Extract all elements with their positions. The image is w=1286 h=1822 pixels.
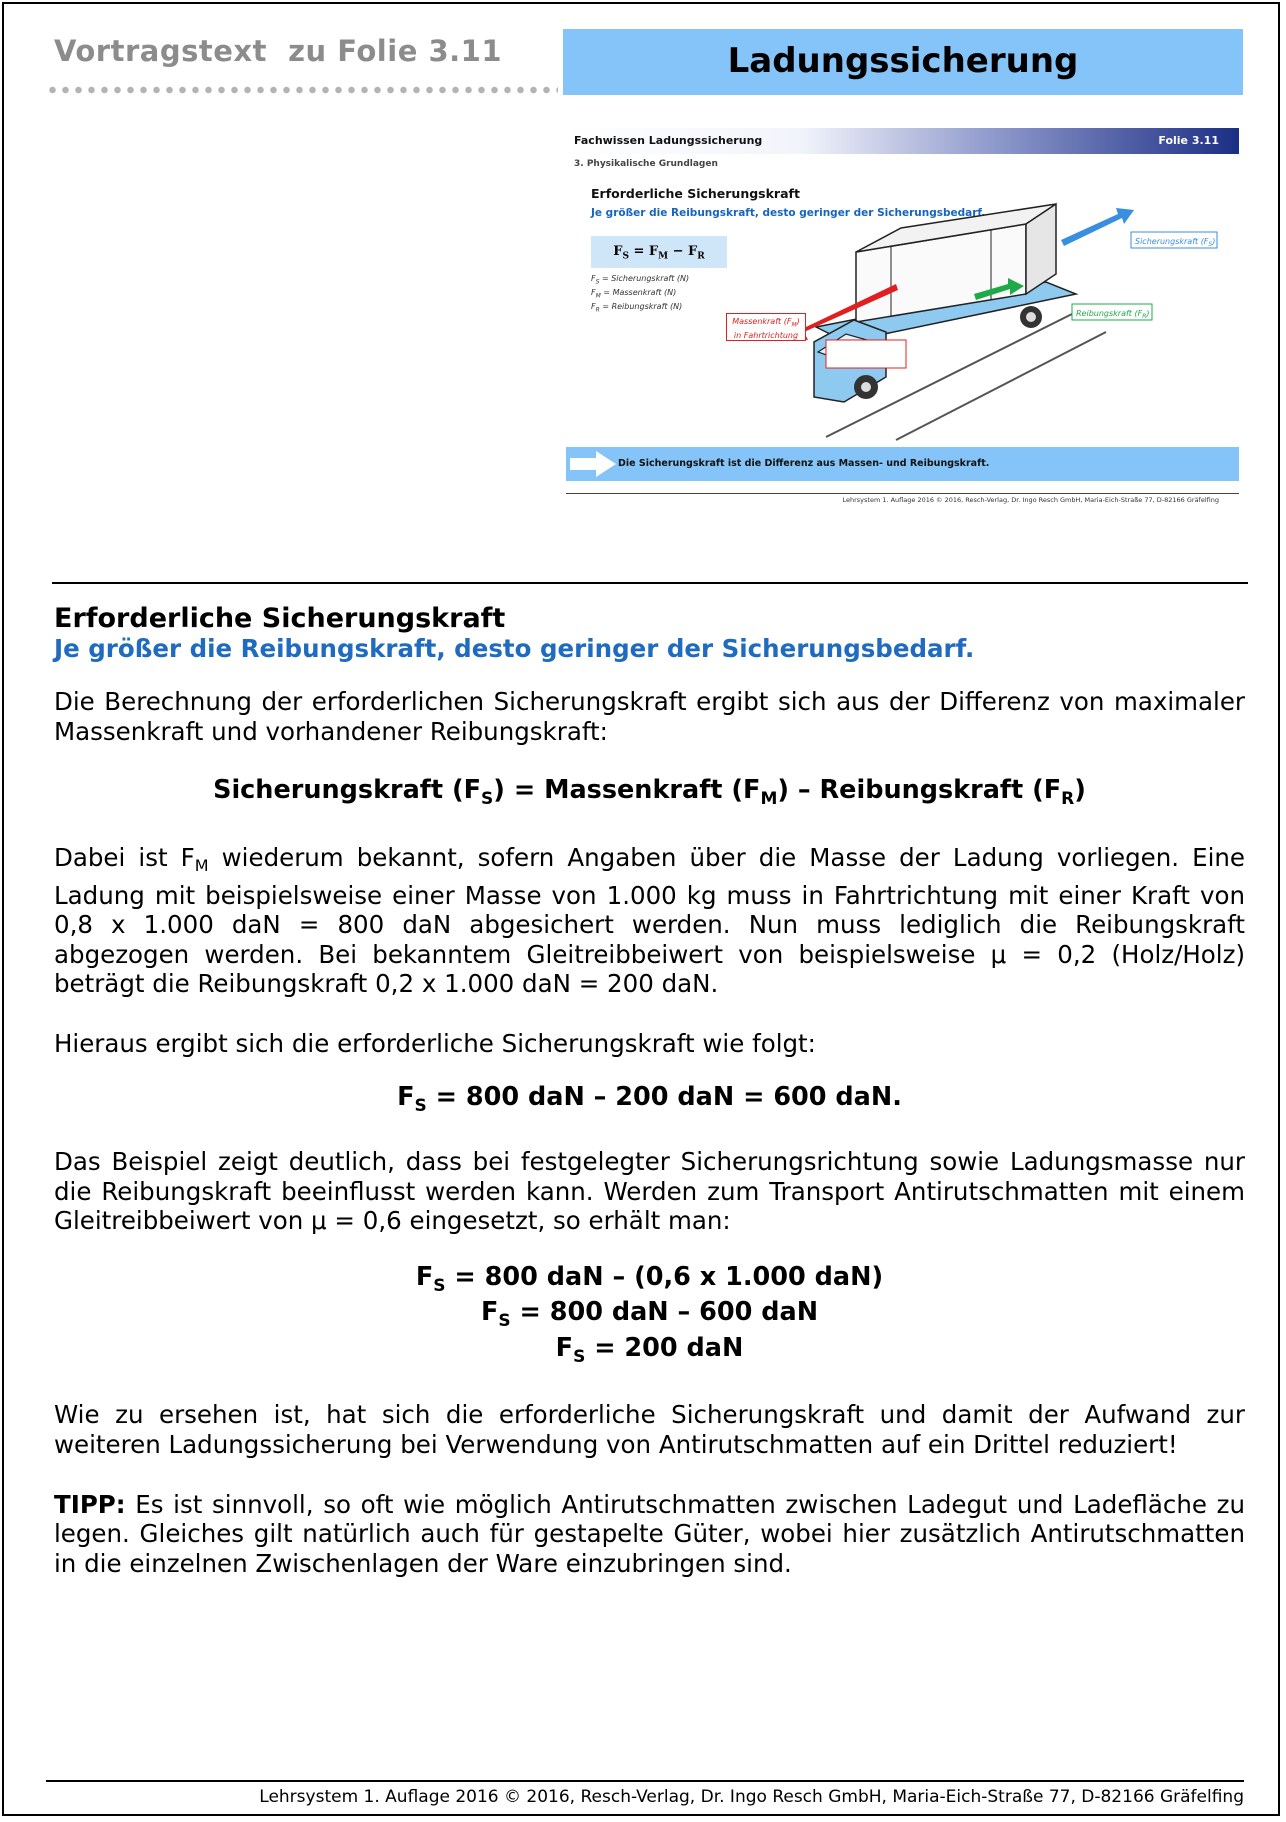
paragraph-4: Das Beispiel zeigt deutlich, dass bei festgelegter Sicherungsrichtung sowie Ladungsmasse nur die Reibungskraft beeinflusst werden kann. Werden zum Transport Antirutschmatten mit einem Gleitreibbeiwert von μ = 0,6 eingesetzt, so erhält man:: [54, 1147, 1245, 1236]
label-securing: Sicherungskraft $(F_S)$: [1135, 237, 1216, 248]
formula-step: $F_S = 800$ daN – 600 daN: [480, 1297, 819, 1332]
paragraph-3: Hieraus ergibt sich die erforderliche Sicherungskraft wie folgt:: [54, 1028, 816, 1058]
content-lead: Je größer die Reibungskraft, desto geringer der Sicherungsbedarf.: [54, 633, 975, 663]
section-divider: [52, 582, 1248, 584]
formula-minus: − F: [668, 244, 698, 259]
formula-r-sub: R: [697, 251, 705, 262]
slide-summary-text: Die Sicherungskraft ist die Differenz aus Massen- und Reibungskraft.: [618, 458, 990, 469]
dotted-divider: [46, 86, 558, 94]
topic-banner: [563, 29, 1243, 95]
content-heading: Erforderliche Sicherungskraft: [54, 603, 506, 634]
slide-number: Folie 3.11: [1158, 134, 1219, 147]
slide-subtitle: Je größer die Reibungskraft, desto geringer der Sicherungsbedarf.: [591, 207, 986, 219]
formula-lhs: F: [613, 244, 623, 259]
slide-footer-rule: [566, 493, 1239, 494]
paragraph-1: Die Berechnung der erforderlichen Sicherungskraft ergibt sich aus der Differenz von maximaler Massenkraft und vorhandener Reibungskraft:: [54, 687, 1245, 746]
label-mass: Massenkraft $(F_M)$ in Fahrtrichtung: [726, 313, 806, 341]
main-content: [54, 604, 1245, 1578]
slide-thumbnail: [566, 128, 1239, 506]
legend-item: $F_S$ = Sicherungskraft (N): [591, 274, 690, 286]
tip-paragraph: [54, 1490, 1245, 1579]
arrow-right-icon: [570, 451, 616, 477]
label-friction: Reibungskraft $(F_R)$: [1076, 309, 1150, 320]
tip-text: Es ist sinnvoll, so oft wie möglich Antirutschmatten zwischen Ladegut und Ladefläche zu legen. Gleiches gilt natürlich auch für gestapelte Güter, wobei hier zusätzlich Antirutschmatten in die einzelnen Zwischenlagen der Ware einzubringen sind.: [54, 1489, 1245, 1578]
formula-main: Sicherungskraft $(F_S)$ = Massenkraft $(F_M)$ – Reibungskraft $(F_R)$: [213, 775, 1086, 810]
topic-title: Ladungssicherung: [727, 41, 1079, 81]
slide-title: Erforderliche Sicherungskraft: [591, 186, 800, 201]
legend-item: $F_R$ = Reibungskraft (N): [591, 302, 683, 314]
slide-footer: Lehrsystem 1. Auflage 2016 © 2016, Resch-Verlag, Dr. Ingo Resch GmbH, Maria-Eich-Straße 77, D-82166 Gräfelfing: [842, 496, 1219, 504]
paragraph-5: Wie zu ersehen ist, hat sich die erforderliche Sicherungskraft und damit der Aufwand zur weiteren Ladungssicherung bei Verwendung von Antirutschmatten auf ein Drittel reduziert!: [54, 1400, 1245, 1459]
formula-eq: = F: [628, 244, 659, 259]
formula-step: $F_S = 800$ daN – (0,6 x 1.000 daN): [415, 1261, 884, 1296]
tip-label: TIPP:: [54, 1489, 126, 1519]
paragraph-2: Dabei ist $F_M$ wiederum bekannt, sofern Angaben über die Masse der Ladung vorliegen. Eine Ladung mit beispielsweise einer Masse von 1.000 kg muss in Fahrtrichtung mit einer Kraft von 0,8 x 1.000 daN = 800 daN abgesichert werden. Nun muss lediglich die Reibungskraft abgezogen werden. Bei bekanntem Gleitreibbeiwert von beispielsweise μ = 0,2 (Holz/Holz) beträgt die Reibungskraft 0,2 x 1.000 daN = 200 daN.: [54, 842, 1245, 999]
truck-illustration: [746, 202, 1236, 442]
page-footer: Lehrsystem 1. Auflage 2016 © 2016, Resch-Verlag, Dr. Ingo Resch GmbH, Maria-Eich-Straße 77, D-82166 Gräfelfing: [259, 1787, 1244, 1807]
slide-legend: [591, 274, 689, 316]
slide-header: [566, 128, 1239, 154]
formula-lhs-sub: S: [622, 251, 629, 262]
slide-summary-bar: [566, 447, 1239, 481]
slide-formula: [591, 236, 727, 268]
formula-step: $F_S = 200$ daN: [555, 1332, 744, 1367]
footer-rule: [46, 1780, 1244, 1782]
legend-item: $F_M$ = Massenkraft (N): [591, 288, 677, 300]
formula-result: $F_S = 800$ daN – 200 daN = 600 daN.: [397, 1081, 902, 1116]
slide-chapter: 3. Physikalische Grundlagen: [574, 159, 718, 169]
lecture-title: Vortragstext zu Folie 3.11: [54, 34, 503, 68]
slide-header-title: Fachwissen Ladungssicherung: [574, 134, 763, 147]
formula-m-sub: M: [658, 251, 669, 262]
formula-block: [54, 1262, 1245, 1373]
